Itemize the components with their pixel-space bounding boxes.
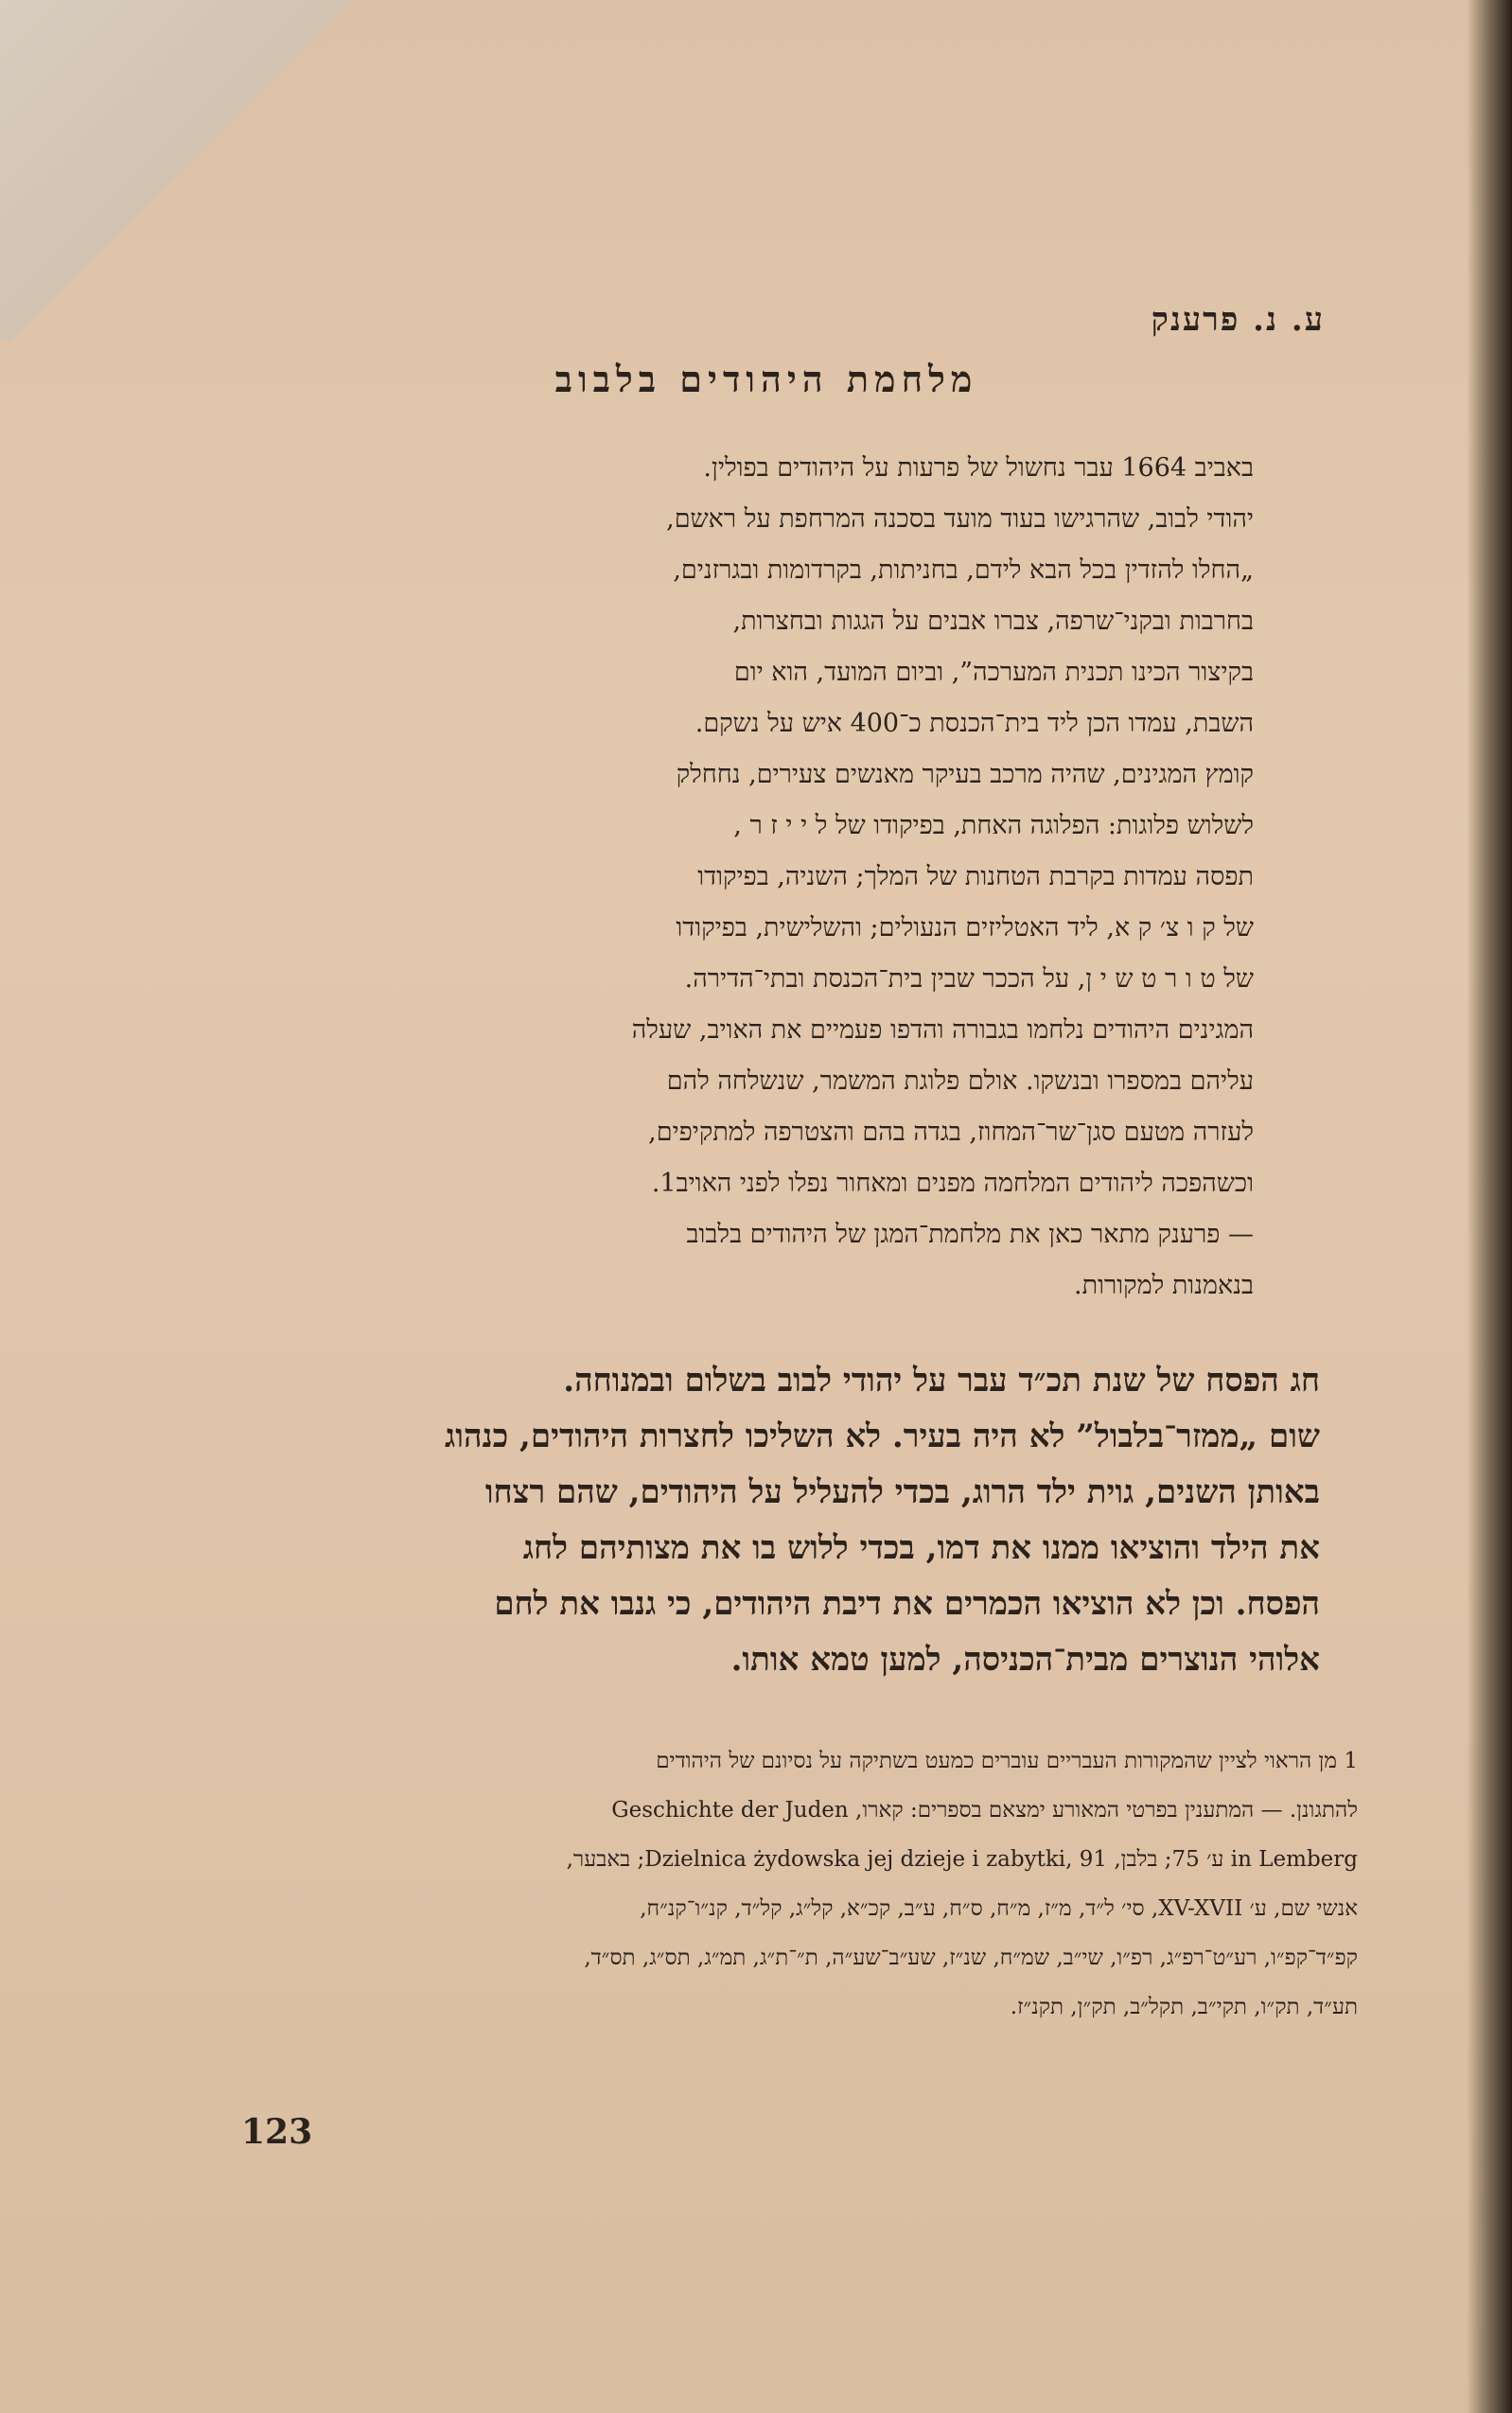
footnote-line: קפ״ד־קפ״ו, רע״ט־רפ״ג, רפ״ו, שי״ב, שמ״ח, שנ״ז, שע״ב־שע״ה, ת״־ת״ג, תמ״ג, תס״ג, תס״ד,	[584, 1946, 1358, 1970]
main-line: את הילד והוציאו ממנו את דמו, בכדי ללוש בו את מצותיהם לחג	[522, 1529, 1320, 1567]
main-paragraph	[194, 1353, 1320, 1688]
intro-line: תפסה עמדות בקרבת הטחנות של המלך; השניה, בפיקודו	[697, 862, 1254, 891]
main-line: באותן השנים, גוית ילד הרוג, בכדי להעליל על היהודים, שהם רצחו	[484, 1473, 1320, 1511]
intro-line: וכשהפכה ליהודים המלחמה מפנים ומאחור נפלו לפני האויב1.	[651, 1169, 1254, 1198]
intro-line: — פרענק מתאר כאן את מלחמת־המגן של היהודים בלבוב	[686, 1220, 1254, 1249]
book-spine-shadow	[1467, 0, 1512, 2413]
intro-paragraph	[241, 443, 1254, 1312]
intro-line: באביב 1664 עבר נחשול של פרעות על היהודים בפולין.	[703, 453, 1254, 483]
intro-line: לשלוש פלוגות: הפלוגה האחת, בפיקודו של ל י י ז ר ,	[733, 811, 1254, 840]
intro-line: בקיצור הכינו תכנית המערכה”, וביום המועד, הוא יום	[733, 658, 1254, 687]
footnote-line: 1 מן הראוי לציין שהמקורות העבריים עוברים כמעט בשתיקה על נסיונם של היהודים	[656, 1749, 1358, 1773]
page-number: 123	[241, 2112, 313, 2152]
intro-line: קומץ המגינים, שהיה מרכב בעיקר מאנשים צעירים, נחחלק	[676, 760, 1254, 789]
intro-line: השבת, עמדו הכן ליד בית־הכנסת כ־400 איש על נשקם.	[694, 709, 1254, 738]
footnote-line: in Lemberg ע׳ 75; בלבן, Dzielnica żydowska jej dzieje i zabytki, 91; באבער,	[566, 1847, 1358, 1872]
intro-line: עליהם במספרו ובנשקו. אולם פלוגת המשמר, שנשלחה להם	[666, 1066, 1254, 1096]
intro-line: בנאמנות למקורות.	[1074, 1271, 1254, 1300]
intro-line: של ט ו ר ט ש י ן, על הככר שבין בית־הכנסת ובתי־הדירה.	[684, 964, 1254, 994]
main-line: הפסח. וכן לא הוציאו הכמרים את דיבת היהודים, כי גנבו את לחם	[494, 1585, 1320, 1623]
intro-line: „החלו להזדין בכל הבא לידם, בחניתות, בקרדומות ובגרזנים,	[673, 555, 1254, 585]
intro-line: בחרבות ובקני־שרפה, צברו אבנים על הגגות ובחצרות,	[732, 607, 1254, 636]
main-line: חג הפסח של שנת תכ״ד עבר על יהודי לבוב בשלום ובמנוחה.	[563, 1362, 1320, 1400]
footnote-line: אנשי שם, ע׳ XV-XVII, סי׳ ל״ד, מ״ז, מ״ח, ס״ח, ע״ב, קכ״א, קל״ג, קל״ד, קנ״ו־קנ״ח,	[640, 1896, 1358, 1921]
footnote-line: להתגונן. — המתענין בפרטי המאורע ימצאם בספרים: קארו, Geschichte der Juden	[611, 1798, 1358, 1823]
footnote-line: תע״ד, תק״ו, תקי״ב, תקל״ב, תק״ן, תקנ״ז.	[1010, 1995, 1358, 2019]
intro-line: יהודי לבוב, שהרגישו בעוד מועד בסכנה המרחפת על ראשם,	[666, 504, 1254, 534]
chapter-title: מלחמת היהודים בלבוב	[554, 358, 978, 400]
intro-line: לעזרה מטעם סגן־שר־המחוז, בגדה בהם והצטרפה למתקיפים,	[648, 1118, 1254, 1147]
footnote	[241, 1736, 1358, 2032]
main-line: אלוהי הנוצרים מבית־הכניסה, למען טמא אותו.	[730, 1641, 1320, 1679]
intro-line: של ק ו צ׳ ק א, ליד האטליזים הנעולים; והשלישית, בפיקודו	[676, 913, 1254, 942]
intro-line: המגינים היהודים נלחמו בגבורה והדפו פעמיים את האויב, שעלה	[631, 1015, 1254, 1045]
main-line: שום „ממזר־בלבול” לא היה בעיר. לא השליכו לחצרות היהודים, כנהוג	[445, 1418, 1320, 1455]
author-name: ע. נ. פרענק	[1151, 301, 1325, 339]
